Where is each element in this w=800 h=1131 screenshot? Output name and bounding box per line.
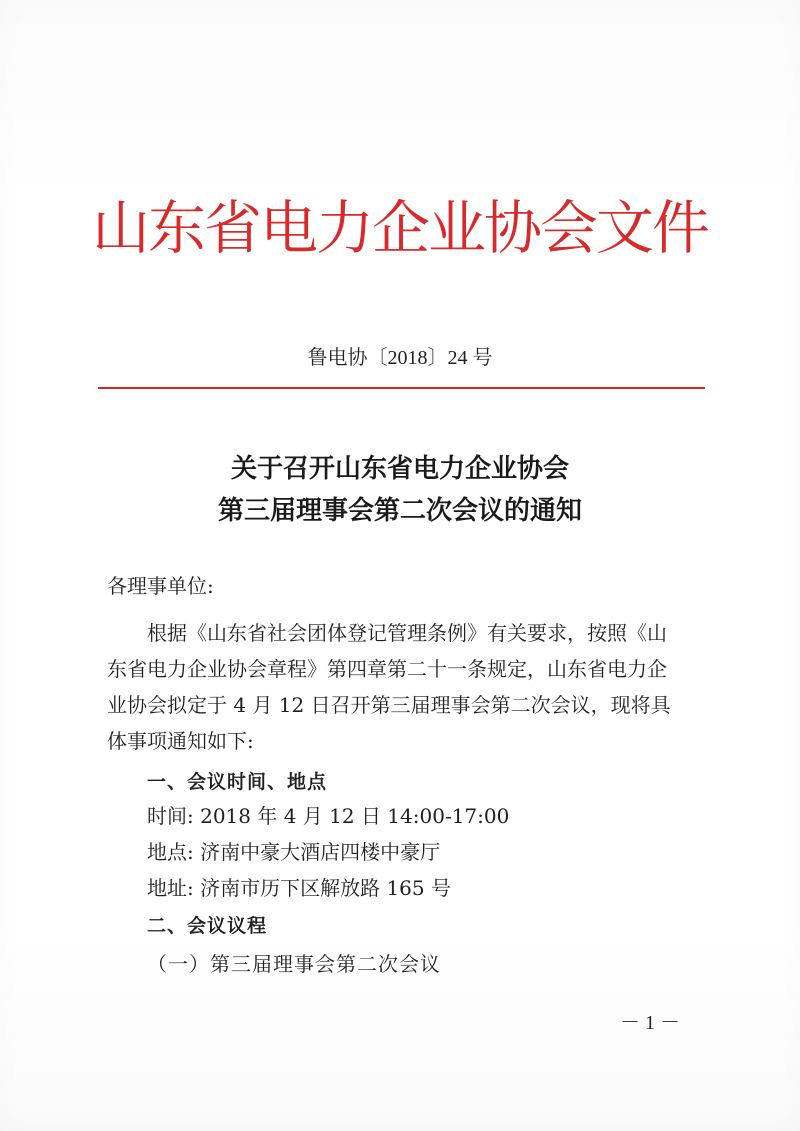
- paragraph-line-4: 体事项通知如下:: [107, 729, 254, 753]
- salutation: 各理事单位:: [107, 574, 214, 598]
- section-two-heading: 二、会议议程: [147, 915, 268, 937]
- paragraph-line-3: 业协会拟定于 4 月 12 日召开第三届理事会第二次会议，现将具: [107, 693, 671, 717]
- paragraph-line-2: 东省电力企业协会章程》第四章第二十一条规定，山东省电力企: [107, 657, 667, 681]
- paragraph-line-1: 根据《山东省社会团体登记管理条例》有关要求，按照《山: [147, 621, 667, 645]
- issuer-document-header: 山东省电力企业协会文件: [91, 194, 708, 262]
- meeting-time: 时间: 2018 年 4 月 12 日 14:00-17:00: [147, 804, 510, 828]
- notice-title-line-2: 第三届理事会第二次会议的通知: [217, 496, 582, 526]
- red-divider-line: [98, 387, 705, 389]
- notice-title-line-1: 关于召开山东省电力企业协会: [230, 454, 569, 484]
- notice-title: [0, 448, 800, 532]
- meeting-place: 地点: 济南中豪大酒店四楼中豪厅: [147, 840, 441, 864]
- document-number: 鲁电协〔2018〕24 号: [307, 347, 493, 369]
- section-one-heading: 一、会议时间、地点: [147, 771, 328, 793]
- subsection-one: （一）第三届理事会第二次会议: [147, 952, 441, 976]
- page-number: － 1 －: [620, 1012, 680, 1034]
- meeting-address: 地址: 济南市历下区解放路 165 号: [147, 876, 451, 900]
